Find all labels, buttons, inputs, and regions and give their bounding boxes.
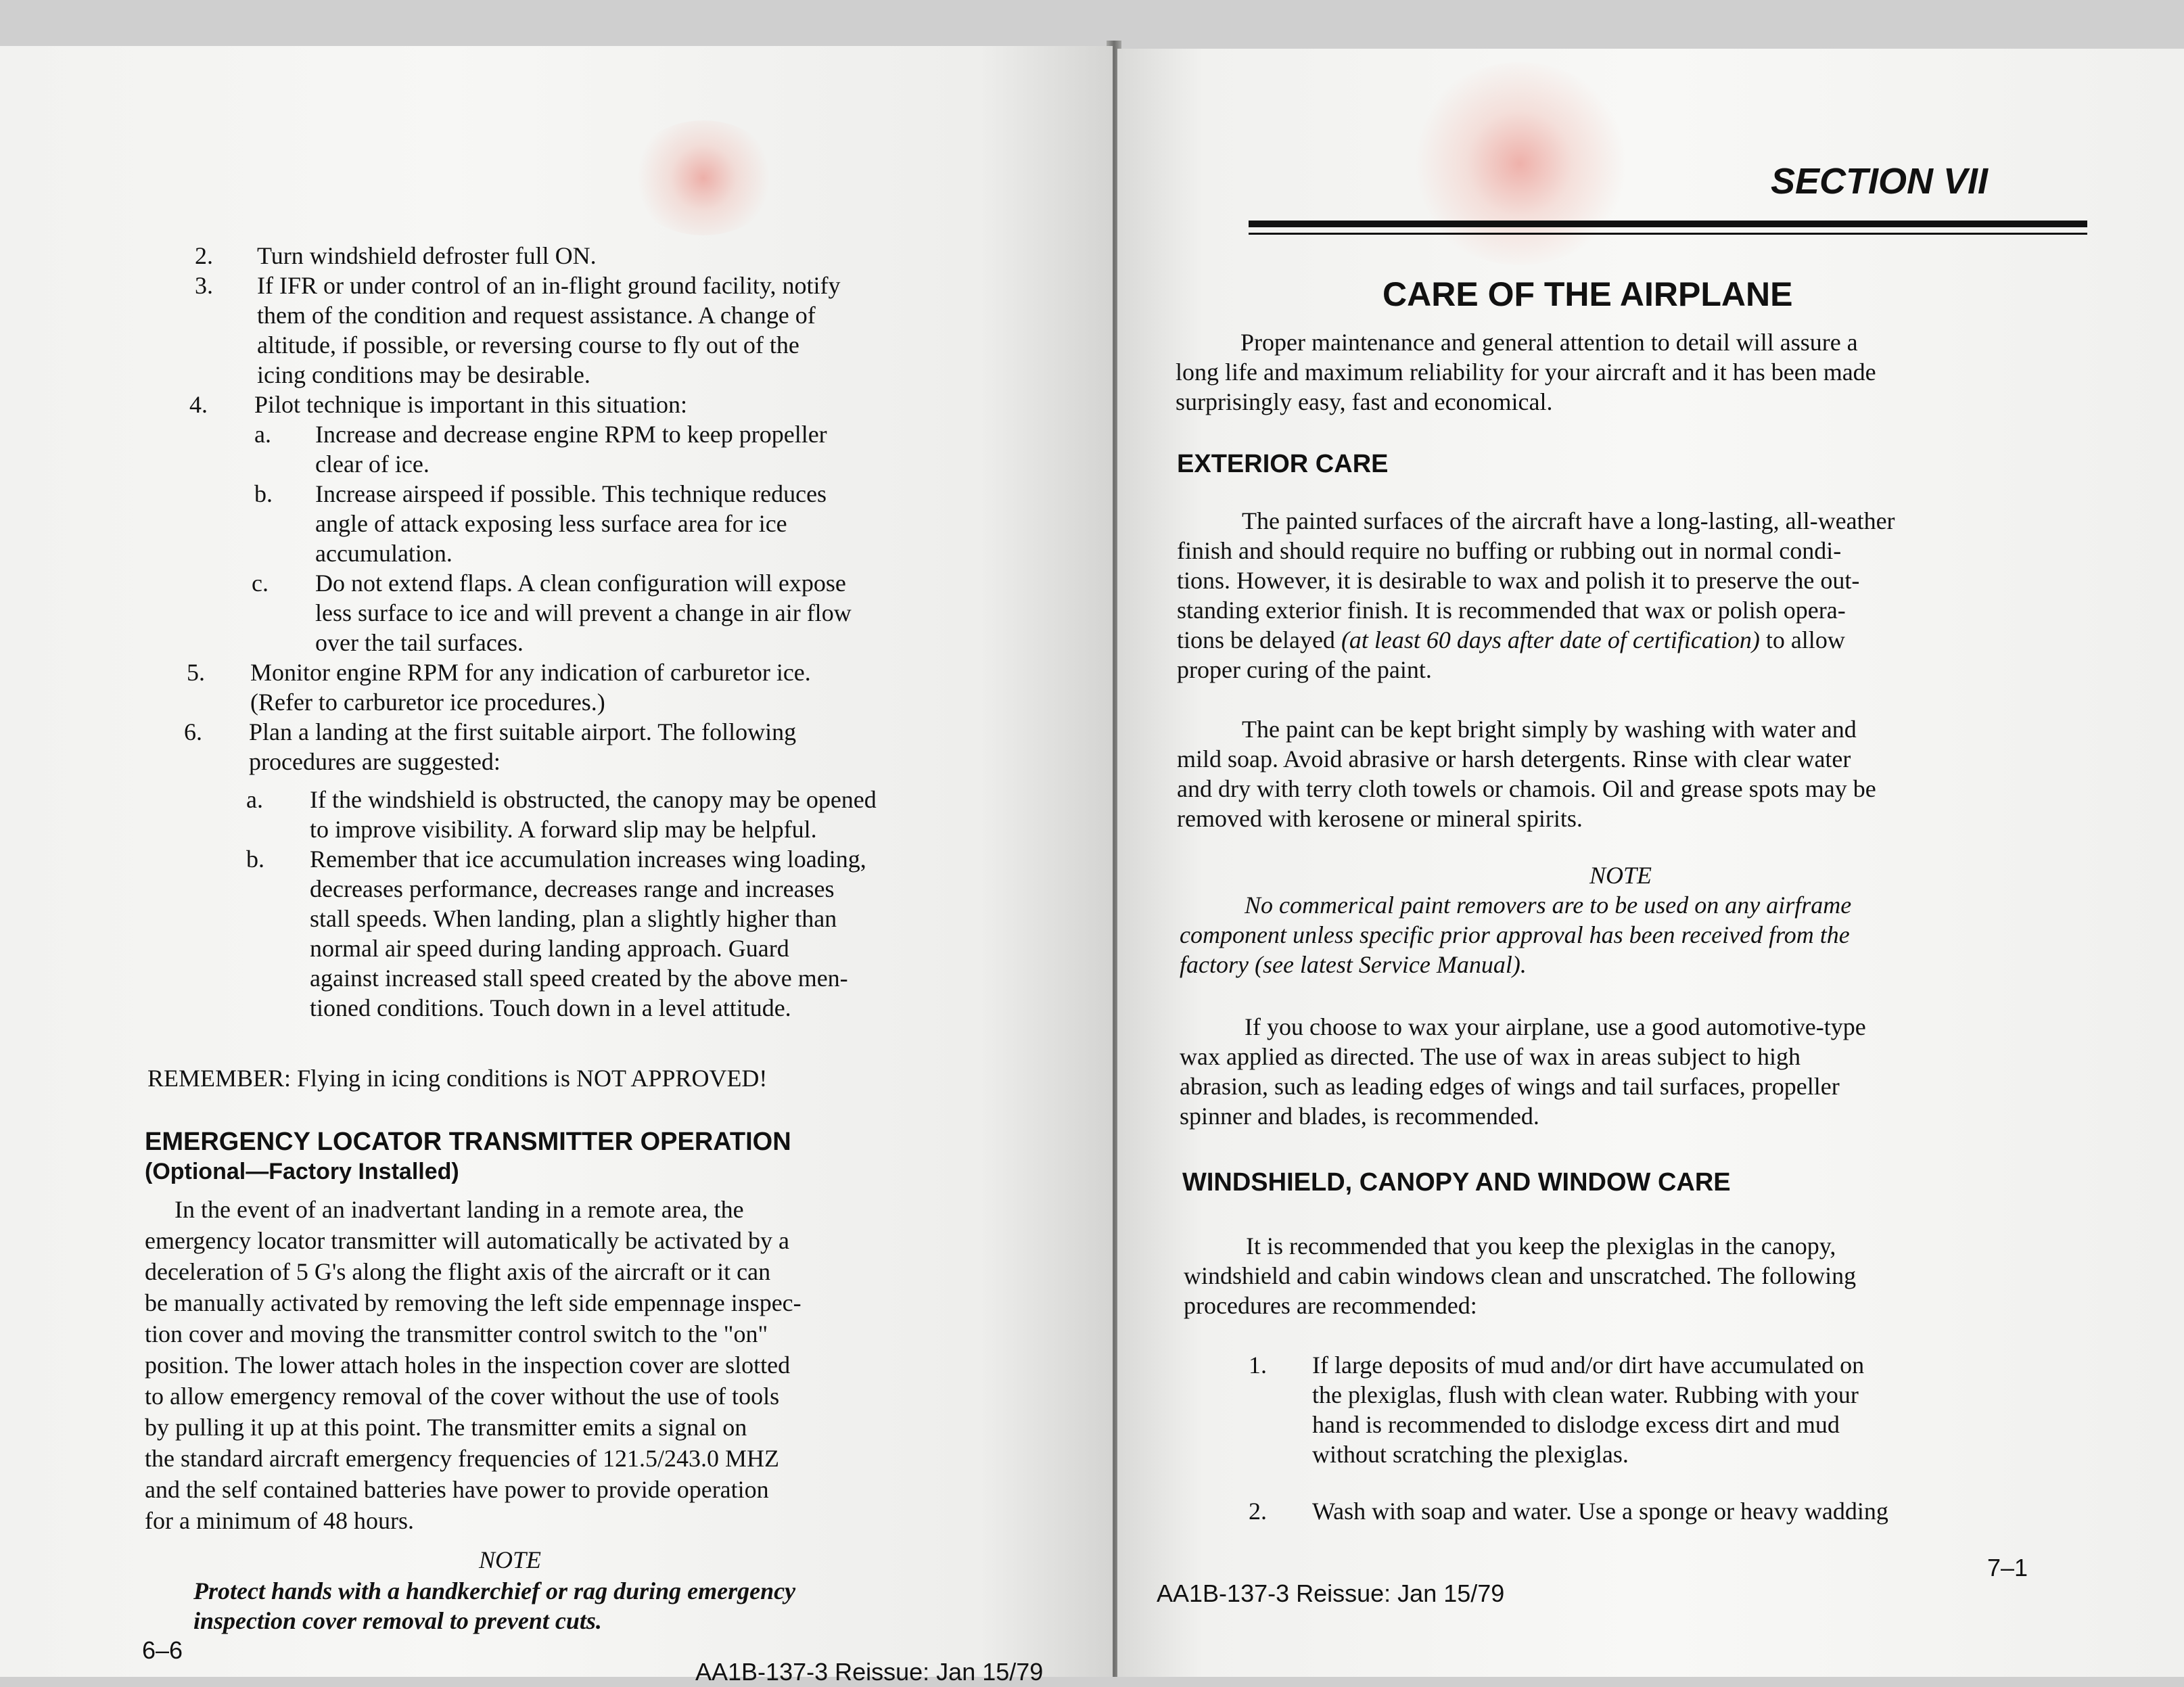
text-line (1177, 625, 1845, 655)
text-line: tions. However, it is desirable to wax and polish it to preserve the out- (1177, 567, 1860, 594)
text-line: standing exterior finish. It is recommended that wax or polish opera- (1177, 597, 1846, 624)
text-line: wax applied as directed. The use of wax in areas subject to high (1180, 1043, 1801, 1070)
text-line: mild soap. Avoid abrasive or harsh detergents. Rinse with clear water (1177, 745, 1851, 772)
text-line: Plan a landing at the first suitable airport. The following (249, 718, 797, 745)
text-line: Proper maintenance and general attention to detail will assure a (1240, 329, 1858, 356)
list-letter: a. (246, 786, 263, 813)
text-line: accumulation. (315, 540, 452, 567)
section-heading: EXTERIOR CARE (1177, 450, 1389, 478)
text-line: and the self contained batteries have power to provide operation (145, 1476, 769, 1503)
text-line: Increase airspeed if possible. This technique reduces (315, 480, 827, 507)
section-rule (1249, 221, 2087, 227)
text-segment: to allow (1759, 626, 1845, 653)
list-letter: a. (254, 421, 271, 448)
section-heading: WINDSHIELD, CANOPY AND WINDOW CARE (1182, 1168, 1731, 1197)
text-line: for a minimum of 48 hours. (145, 1507, 414, 1534)
text-line: Monitor engine RPM for any indication of carburetor ice. (250, 659, 811, 686)
footer-revision: AA1B-137-3 Reissue: Jan 15/79 (1157, 1579, 1505, 1607)
section-heading: EMERGENCY LOCATOR TRANSMITTER OPERATION (145, 1128, 791, 1156)
text-line: Wash with soap and water. Use a sponge or heavy wadding (1312, 1498, 1888, 1525)
note-text: factory (see latest Service Manual). (1180, 951, 1527, 978)
list-letter: b. (254, 480, 273, 507)
note-text: component unless specific prior approval has been received from the (1180, 921, 1850, 948)
text-line: Turn windshield defroster full ON. (257, 242, 597, 269)
text-line: normal air speed during landing approach. Guard (310, 935, 789, 962)
text-segment-italic: (at least 60 days after date of certification) (1341, 626, 1760, 653)
text-line: be manually activated by removing the left side empennage inspec- (145, 1289, 801, 1316)
text-line: over the tail surfaces. (315, 629, 524, 656)
text-line: removed with kerosene or mineral spirits. (1177, 805, 1583, 832)
text-line: proper curing of the paint. (1177, 656, 1432, 683)
text-line: Remember that ice accumulation increases wing loading, (310, 846, 866, 873)
text-line: surprisingly easy, fast and economical. (1176, 388, 1553, 415)
text-line: spinner and blades, is recommended. (1180, 1103, 1539, 1130)
note-label: NOTE (479, 1546, 542, 1573)
text-line: icing conditions may be desirable. (257, 361, 590, 388)
text-line: If IFR or under control of an in-flight ground facility, notify (257, 272, 841, 299)
text-line: the standard aircraft emergency frequencies of 121.5/243.0 MHZ (145, 1445, 779, 1472)
text-line: In the event of an inadvertant landing in a remote area, the (175, 1196, 744, 1223)
page-number: 6–6 (142, 1636, 183, 1664)
text-line: clear of ice. (315, 450, 429, 478)
list-number: 3. (195, 272, 213, 299)
text-line: The paint can be kept bright simply by washing with water and (1242, 716, 1857, 743)
page-number: 7–1 (1987, 1554, 2028, 1581)
note-text: inspection cover removal to prevent cuts. (193, 1607, 602, 1634)
list-number: 5. (187, 659, 205, 686)
section-subheading: (Optional—Factory Installed) (145, 1159, 459, 1184)
text-line: to allow emergency removal of the cover without the use of tools (145, 1383, 780, 1410)
text-line: (Refer to carburetor ice procedures.) (250, 689, 605, 716)
text-line: decreases performance, decreases range and increases (310, 875, 835, 902)
text-line: procedures are suggested: (249, 748, 501, 775)
text-line: The painted surfaces of the aircraft have a long-lasting, all-weather (1242, 507, 1895, 534)
section-rule-thin (1249, 233, 2087, 235)
list-number: 6. (184, 718, 202, 745)
text-line: to improve visibility. A forward slip may be helpful. (310, 816, 817, 843)
text-segment: tions be delayed (1177, 626, 1341, 653)
text-line: If you choose to wax your airplane, use a good automotive-type (1245, 1013, 1866, 1040)
text-line: deceleration of 5 G's along the flight axis of the aircraft or it can (145, 1258, 771, 1285)
text-line: angle of attack exposing less surface area for ice (315, 510, 787, 537)
text-line: abrasion, such as leading edges of wings and tail surfaces, propeller (1180, 1073, 1840, 1100)
list-number: 2. (195, 242, 213, 269)
text-line: windshield and cabin windows clean and unscratched. The following (1184, 1262, 1857, 1289)
text-line: emergency locator transmitter will automatically be activated by a (145, 1227, 789, 1254)
text-line: finish and should require no buffing or rubbing out in normal condi- (1177, 537, 1842, 564)
section-label: SECTION VII (1771, 161, 1989, 202)
text-line: them of the condition and request assistance. A change of (257, 302, 816, 329)
list-number: 4. (189, 391, 208, 418)
text-line: Do not extend flaps. A clean configuration will expose (315, 570, 846, 597)
list-number: 2. (1249, 1498, 1267, 1525)
text-line: procedures are recommended: (1184, 1292, 1477, 1319)
text-line: Pilot technique is important in this situation: (254, 391, 687, 418)
text-line: altitude, if possible, or reversing course to fly out of the (257, 331, 799, 359)
text-line: stall speeds. When landing, plan a slightly higher than (310, 905, 837, 932)
text-line: against increased stall speed created by the above men- (310, 965, 848, 992)
list-letter: b. (246, 846, 264, 873)
text-line: Increase and decrease engine RPM to keep propeller (315, 421, 827, 448)
footer-revision: AA1B-137-3 Reissue: Jan 15/79 (695, 1658, 1044, 1686)
text-line: long life and maximum reliability for your aircraft and it has been made (1176, 359, 1876, 386)
note-label: NOTE (1589, 862, 1652, 889)
text-line: If the windshield is obstructed, the canopy may be opened (310, 786, 877, 813)
note-text: Protect hands with a handkerchief or rag during emergency (193, 1577, 796, 1604)
stain-mark (1408, 62, 1631, 265)
text-line: tion cover and moving the transmitter control switch to the "on" (145, 1320, 768, 1347)
stain-mark (629, 120, 778, 235)
remember-note: REMEMBER: Flying in icing conditions is NOT APPROVED! (147, 1065, 768, 1092)
text-line: position. The lower attach holes in the inspection cover are slotted (145, 1351, 791, 1379)
text-line: and dry with terry cloth towels or chamois. Oil and grease spots may be (1177, 775, 1876, 802)
text-line: It is recommended that you keep the plexiglas in the canopy, (1246, 1232, 1836, 1260)
text-line: by pulling it up at this point. The transmitter emits a signal on (145, 1414, 747, 1441)
page-title: CARE OF THE AIRPLANE (1383, 275, 1793, 313)
text-line: tioned conditions. Touch down in a level attitude. (310, 994, 791, 1021)
text-line: less surface to ice and will prevent a change in air flow (315, 599, 852, 626)
list-letter: c. (252, 570, 269, 597)
text-line: the plexiglas, flush with clean water. Rubbing with your (1312, 1381, 1859, 1408)
list-number: 1. (1249, 1351, 1267, 1379)
text-line: without scratching the plexiglas. (1312, 1441, 1629, 1468)
note-text: No commerical paint removers are to be used on any airframe (1245, 892, 1852, 919)
text-line: hand is recommended to dislodge excess dirt and mud (1312, 1411, 1840, 1438)
text-line: If large deposits of mud and/or dirt have accumulated on (1312, 1351, 1865, 1379)
